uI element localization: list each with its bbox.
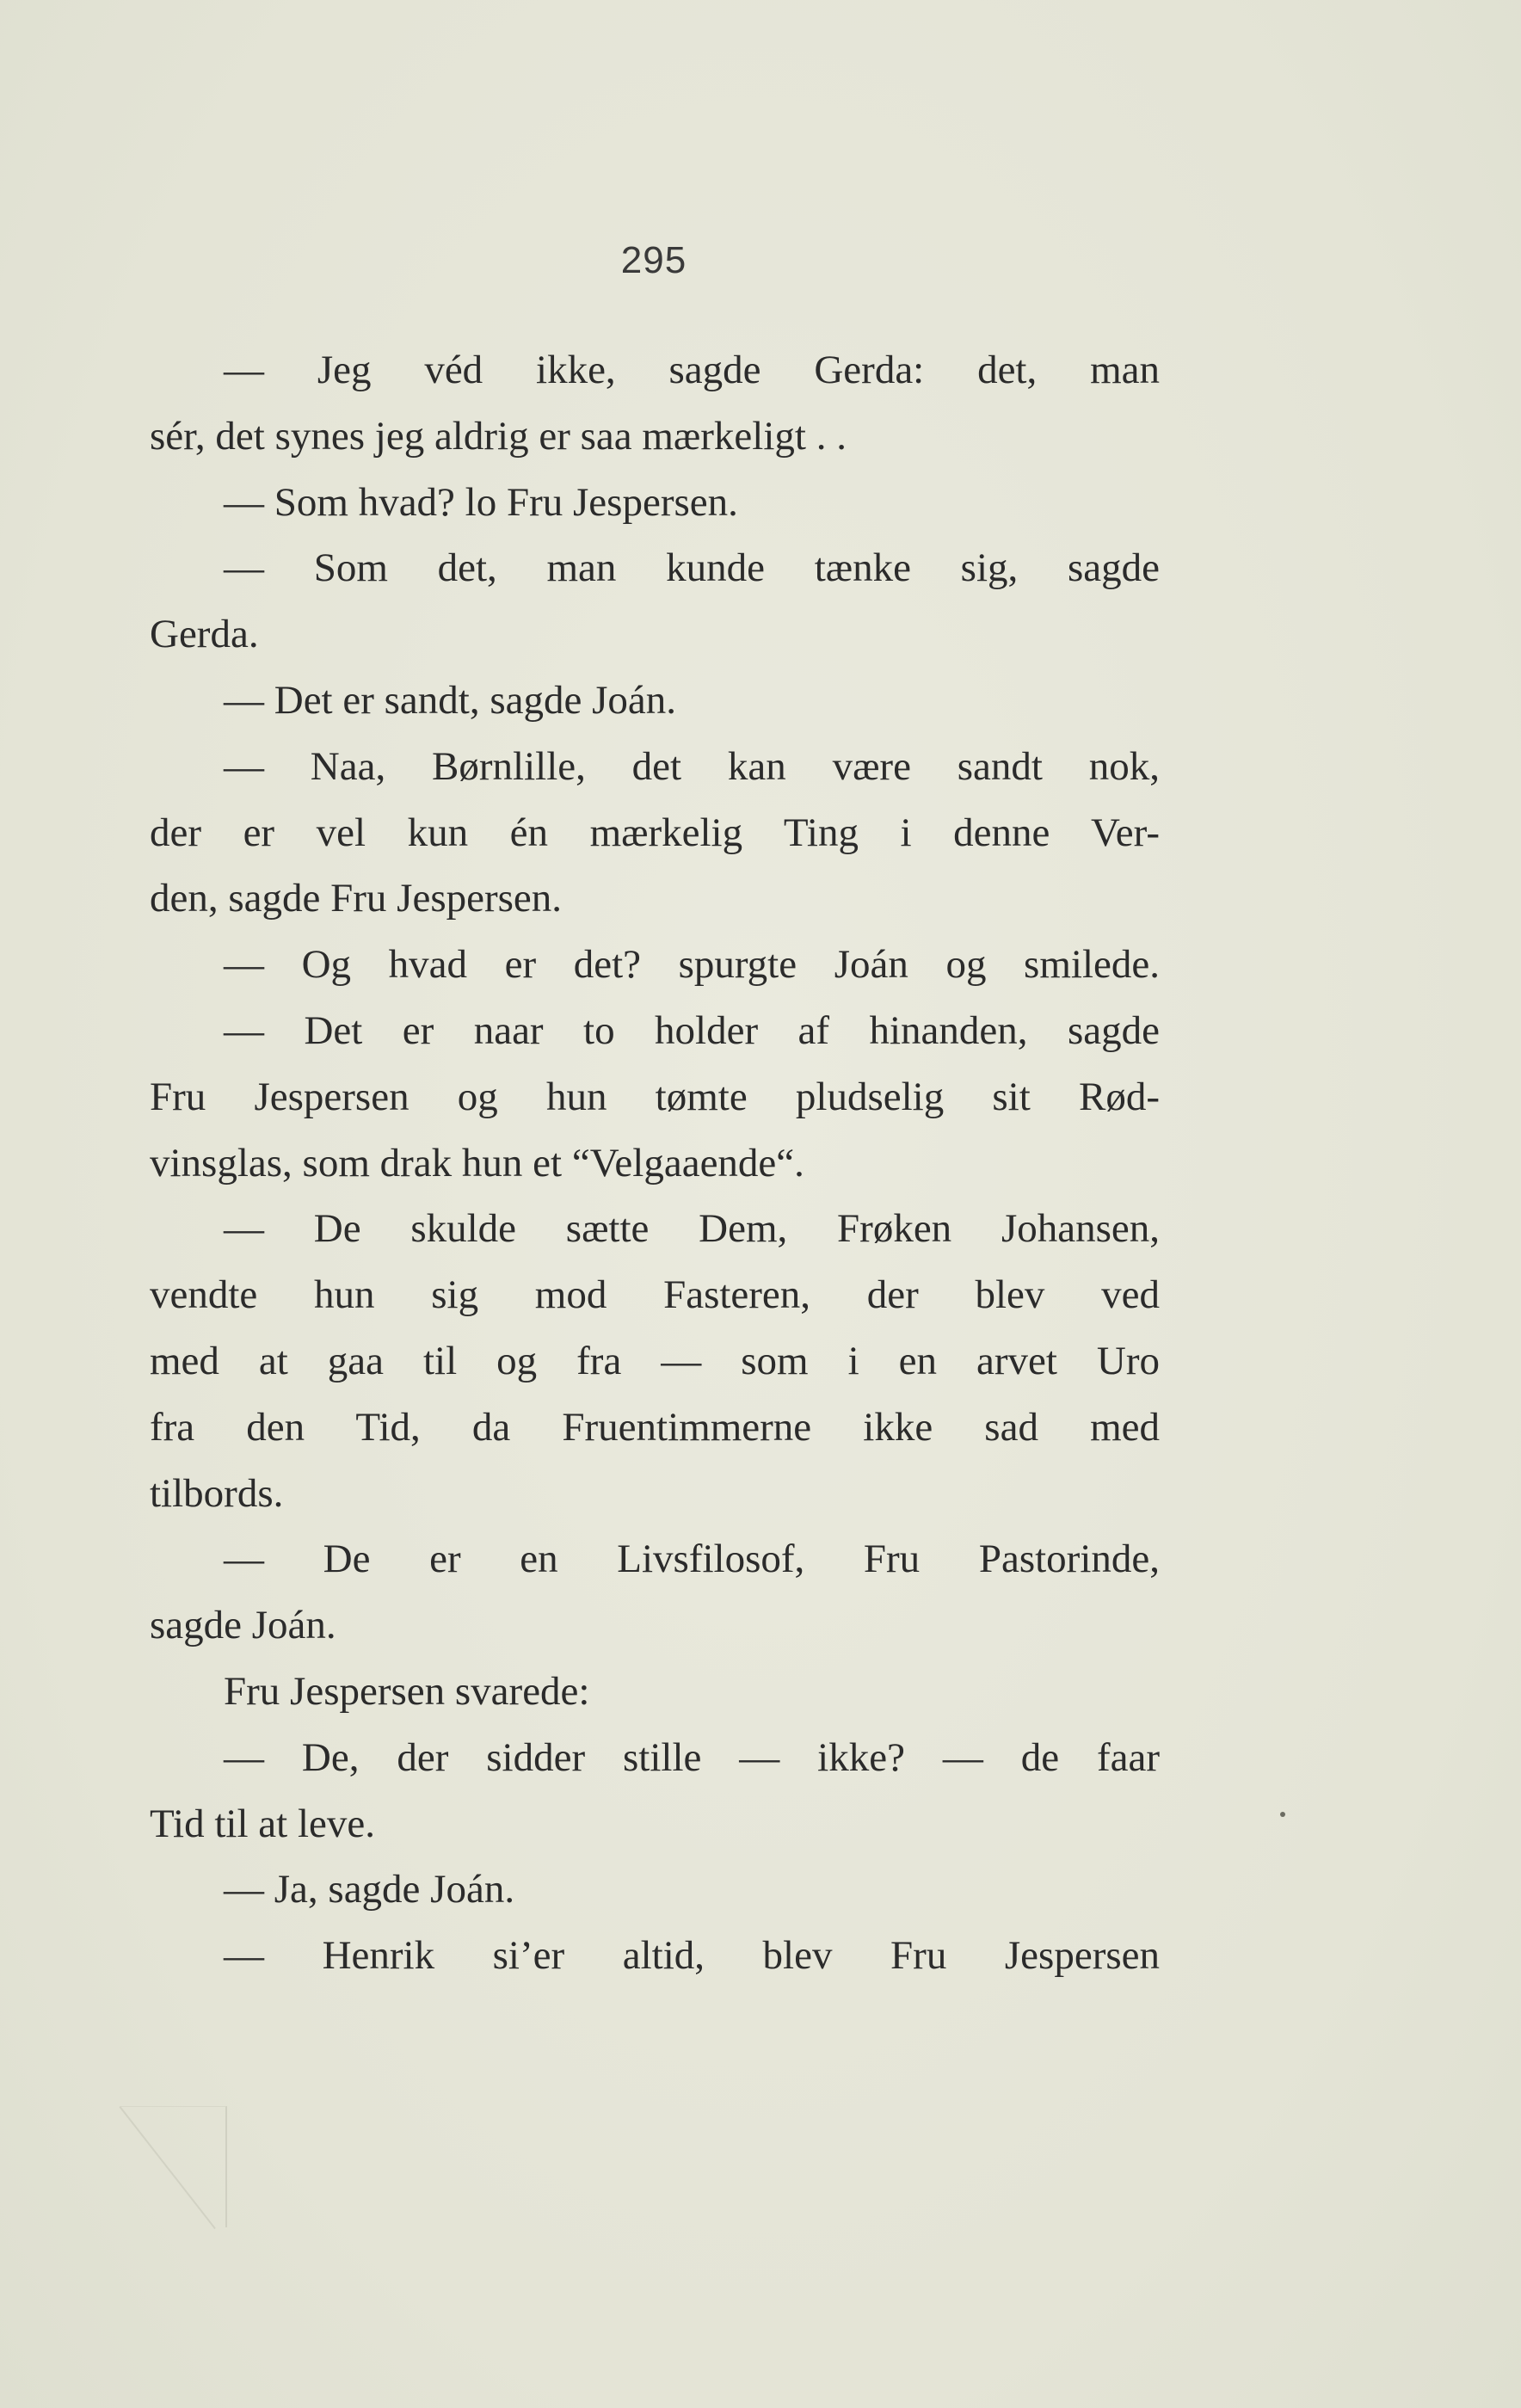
text-line: den, sagde Fru Jespersen. bbox=[150, 876, 563, 921]
page-corner-fold bbox=[120, 2106, 227, 2227]
text-line: — Det er naar to holder af hinanden, sagde bbox=[224, 1007, 1160, 1053]
text-line: — Og hvad er det? spurgte Joán og smilede. bbox=[224, 942, 1160, 988]
text-line: — Henrik si’er altid, blev Fru Jespersen bbox=[224, 1933, 1160, 1979]
text-line: sér, det synes jeg aldrig er saa mærkeligt . . bbox=[150, 413, 847, 459]
text-line: Fru Jespersen og hun tømte pludselig sit Rød- bbox=[150, 1074, 1160, 1119]
paper-speck bbox=[1280, 1812, 1285, 1817]
text-line: — Ja, sagde Joán. bbox=[224, 1867, 515, 1912]
text-line: — Naa, Børnlille, det kan være sandt nok, bbox=[224, 743, 1160, 789]
body-text bbox=[150, 337, 1160, 1989]
text-line: fra den Tid, da Fruentimmerne ikke sad med bbox=[150, 1404, 1160, 1450]
text-line: — De, der sidder stille — ikke? — de faar bbox=[224, 1734, 1160, 1780]
page-number: 295 bbox=[620, 239, 687, 281]
text-line: — De er en Livsfilosof, Fru Pastorinde, bbox=[224, 1537, 1160, 1582]
text-line: — Som hvad? lo Fru Jespersen. bbox=[224, 479, 738, 525]
text-line: med at gaa til og fra — som i en arvet Uro bbox=[150, 1338, 1160, 1383]
text-line: — Det er sandt, sagde Joán. bbox=[224, 677, 676, 723]
text-line: der er vel kun én mærkelig Ting i denne Ver- bbox=[150, 810, 1160, 855]
text-line: Gerda. bbox=[150, 612, 259, 657]
text-line: Tid til at leve. bbox=[150, 1801, 375, 1846]
text-line: sagde Joán. bbox=[150, 1603, 336, 1648]
text-line: — Som det, man kunde tænke sig, sagde bbox=[224, 545, 1160, 591]
text-line: — De skulde sætte Dem, Frøken Johansen, bbox=[224, 1206, 1160, 1252]
text-line: Fru Jespersen svarede: bbox=[224, 1668, 590, 1714]
text-line: vendte hun sig mod Fasteren, der blev ved bbox=[150, 1272, 1160, 1318]
text-line: tilbords. bbox=[150, 1470, 284, 1516]
text-line: vinsglas, som drak hun et “Velgaaende“. bbox=[150, 1140, 804, 1186]
text-line: — Jeg véd ikke, sagde Gerda: det, man bbox=[224, 348, 1160, 392]
